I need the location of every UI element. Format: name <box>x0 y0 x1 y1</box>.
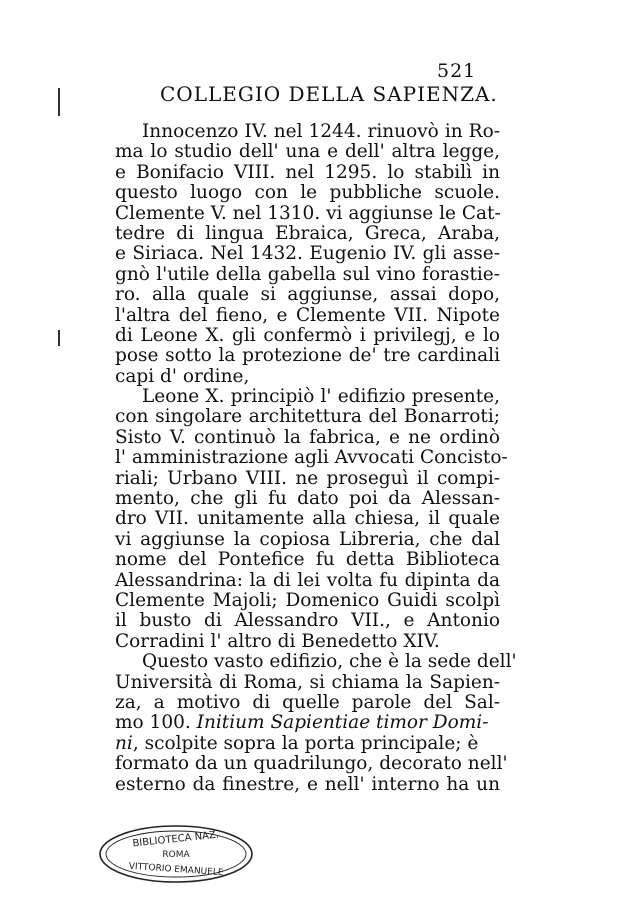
text-line: capi d' ordine, <box>115 365 250 387</box>
text-line: ro. alla quale si aggiunse, assai dopo, <box>115 284 500 306</box>
stamp-text-line2: ROMA <box>162 850 190 860</box>
text-line: formato da un quadrilungo, decorato nell' <box>115 753 508 775</box>
text-line: za, a motivo di quelle parole del Sal- <box>115 691 500 713</box>
text-line: e Siriaca. Nel 1432. Eugenio IV. gli asse- <box>115 243 500 265</box>
text-line: Università di Roma, si chiama la Sapien- <box>115 671 500 693</box>
text-line: Clemente Majoli; Domenico Guidi scolpì <box>115 589 500 611</box>
text-line: Clemente V. nel 1310. vi aggiunse le Cat- <box>115 202 501 224</box>
text-fragment: , scolpite sopra la porta principale; è <box>132 732 479 754</box>
italic-quote: Initium Sapientiae timor Domi- <box>196 712 489 734</box>
text-line: Leone X. principiò l' edifizio presente, <box>142 386 500 408</box>
text-line: mento, che gli fu dato poi da Alessan- <box>115 488 500 510</box>
text-line: vi aggiunse la copiosa Libreria, che dal <box>115 528 500 550</box>
text-line: Innocenzo IV. nel 1244. rinuovò in Ro- <box>142 121 500 142</box>
italic-quote: ni <box>115 732 133 754</box>
text-line: pose sotto la protezione de' tre cardinali <box>115 345 500 367</box>
text-line: nome del Pontefice fu detta Biblioteca <box>115 549 500 571</box>
page-title: COLLEGIO DELLA SAPIENZA. <box>160 82 498 106</box>
text-line: gnò l'utile della gabella sul vino forastie- <box>115 263 500 285</box>
text-line: l' amministrazione agli Avvocati Concisto- <box>115 447 508 469</box>
text-line: Questo vasto edifizio, che è la sede dell' <box>142 651 517 673</box>
text-line: questo luogo con le pubbliche scuole. <box>115 182 500 204</box>
library-stamp <box>96 822 256 886</box>
text-line: Sisto V. continuò la fabrica, e ne ordinò <box>115 426 500 448</box>
text-line: riali; Urbano VIII. ne proseguì il compi- <box>115 467 500 489</box>
text-line: dro VII. unitamente alla chiesa, il quale <box>115 508 500 530</box>
text-line: Alessandrina: la di lei volta fu dipinta da <box>115 569 500 591</box>
margin-mark-top <box>58 88 60 116</box>
stamp-text-line3: VITTORIO EMANUELE <box>128 861 224 879</box>
page-number: 521 <box>437 60 477 82</box>
text-line-mixed <box>115 734 500 754</box>
text-line: esterno da finestre, e nell' interno ha un <box>115 773 500 795</box>
text-line: ma lo studio dell' una e dell' altra legge, <box>115 141 500 163</box>
margin-mark-middle <box>58 330 60 346</box>
text-line: Corradini l' altro di Benedetto XIV. <box>115 630 440 652</box>
text-line: con singolare architettura del Bonarroti; <box>115 406 500 428</box>
text-line: il busto di Alessandro VII., e Antonio <box>115 610 500 632</box>
stamp-text-line1: BIBLIOTECA NAZ. <box>131 829 220 850</box>
text-line: e Bonifacio VIII. nel 1295. lo stabilì in <box>115 161 500 183</box>
text-line: di Leone X. gli confermò i privilegj, e lo <box>115 324 500 346</box>
body-text <box>115 121 517 795</box>
text-fragment: mo 100. <box>115 712 191 734</box>
text-line: l'altra del fieno, e Clemente VII. Nipote <box>115 304 500 326</box>
text-line: tedre di lingua Ebraica, Greca, Araba, <box>115 222 500 244</box>
text-line-mixed <box>115 713 500 733</box>
